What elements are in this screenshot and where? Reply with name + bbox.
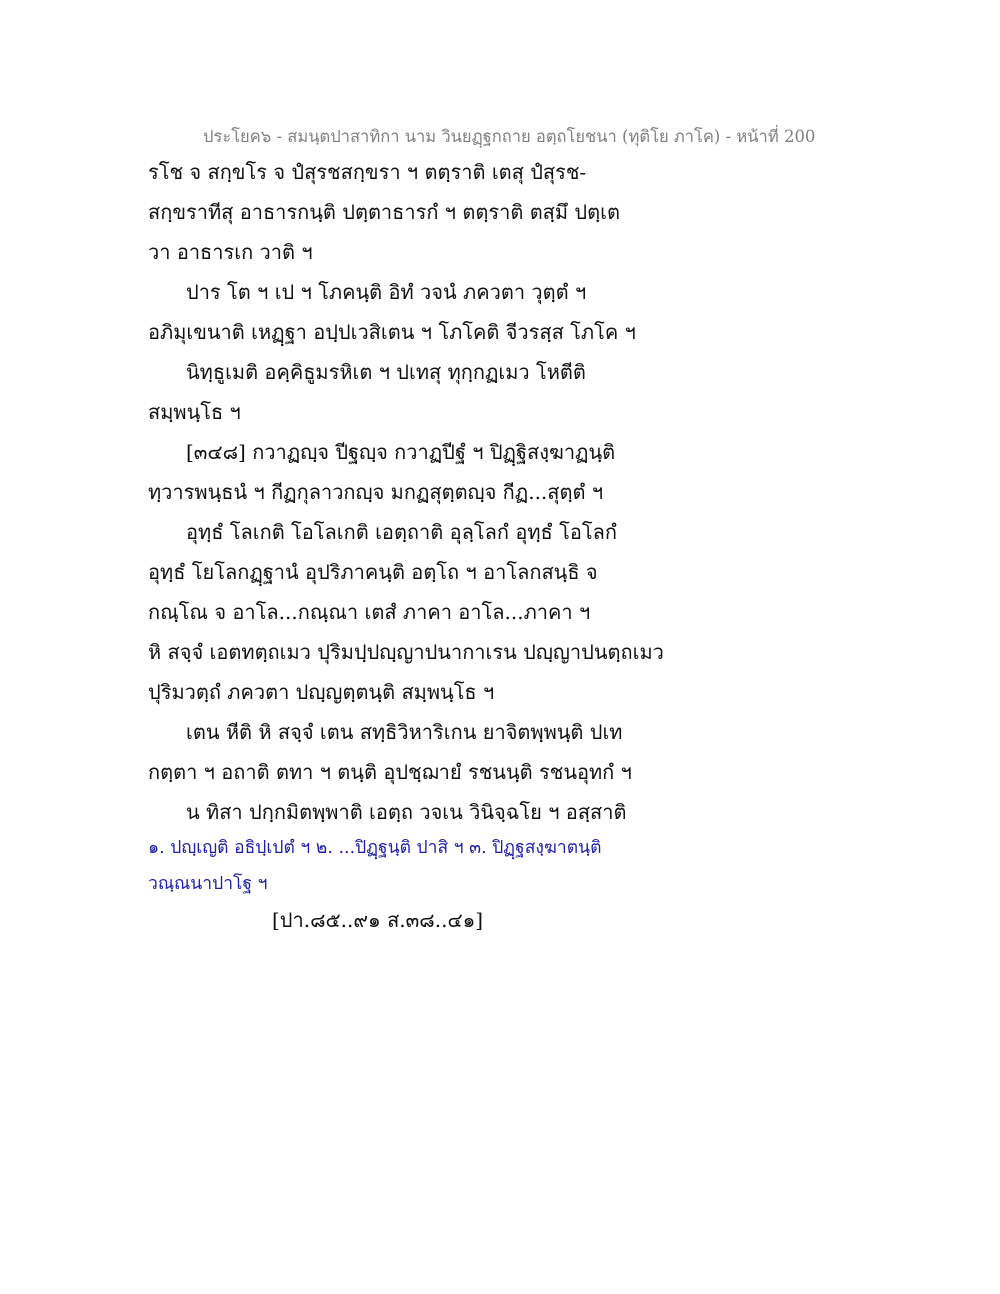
- text-line: ปุริมวตฺถํ ภควตา ปญฺญตฺตนฺติ สมฺพนฺโธ ฯ: [148, 680, 495, 704]
- page-header: ประโยค๖ - สมนฺตปาสาทิกา นาม วินยฏฺฐกถาย อตฺถโยชนา (ทุติโย ภาโค) - หน้าที่ 200: [203, 127, 816, 146]
- text-line: สมฺพนฺโธ ฯ: [148, 400, 241, 424]
- text-line: อุทฺธํ โลเกติ โอโลเกติ เอตฺถาติ อุลฺโลกํ อุทฺธํ โอโลกํ: [186, 520, 617, 544]
- text-line: หิ สจฺจํ เอตทตฺถเมว ปุริมปฺปญฺญาปนากาเรน ปญฺญาปนตฺถเมว: [148, 640, 664, 664]
- text-line: สกฺขราทีสุ อาธารกนฺติ ปตฺตาธารกํ ฯ ตตฺราติ ตสฺมึ ปตฺเต: [148, 200, 620, 224]
- text-line: [๓๔๘] กวาฏญฺจ ปีฐญฺจ กวาฏปีฐํ ฯ ปิฏฺฐิสงฺฆาฏนฺติ: [186, 440, 616, 464]
- text-line: ปาร โต ฯ เป ฯ โภคนฺติ อิทํ วจนํ ภควตา วุตฺตํ ฯ: [186, 280, 587, 304]
- footnote-line: วณฺณนาปาโฐ ฯ: [148, 874, 268, 894]
- text-line: กตฺตา ฯ อถาติ ตทา ฯ ตนฺติ อุปชฺฌายํ รชนนฺติ รชนอุทกํ ฯ: [148, 760, 632, 784]
- text-line: ทฺวารพนฺธนํ ฯ กีฏกุลาวกญฺจ มกฏสุตฺตญฺจ กีฏ...สุตฺตํ ฯ: [148, 480, 604, 504]
- text-line: วา อาธารเก วาติ ฯ: [148, 240, 313, 264]
- text-line: น ทิสา ปกฺกมิตพฺพาติ เอตฺถ วจเน วินิจฺฉโย ฯ อสฺสาติ: [186, 800, 627, 824]
- text-line: อภิมุเขนาติ เหฏฺฐา อปฺปเวสิเตน ฯ โภโคติ จีวรสฺส โภโค ฯ: [148, 320, 636, 344]
- text-line: อุทฺธํ โยโลกฏฺฐานํ อุปริภาคนฺติ อตฺโถ ฯ อาโลกสนฺธิ จ: [148, 560, 598, 584]
- text-line: กณฺโณ จ อาโล...กณฺณา เตสํ ภาคา อาโล...ภาคา ฯ: [148, 600, 591, 624]
- text-line: เตน หีติ หิ สจฺจํ เตน สทฺธิวิหาริเกน ยาจิตพฺพนฺติ ปเท: [186, 720, 623, 744]
- page-reference: [ปา.๘๕..๙๑ ส.๓๘..๔๑]: [272, 908, 484, 932]
- text-line: นิทฺธูเมติ อคฺคิธูมรหิเต ฯ ปเทสุ ทุกฺกฏเมว โหตีติ: [186, 360, 586, 384]
- footnote-line: ๑. ปญฺเญติ อธิปฺเปตํ ฯ ๒. ...ปิฏฺฐนฺติ ปาสิ ฯ ๓. ปิฏฺฐสงฺฆาตนฺติ: [148, 838, 602, 858]
- text-line: รโช จ สกฺขโร จ ปํสุรชสกฺขรา ฯ ตตฺราติ เตสุ ปํสุรช-: [148, 160, 587, 184]
